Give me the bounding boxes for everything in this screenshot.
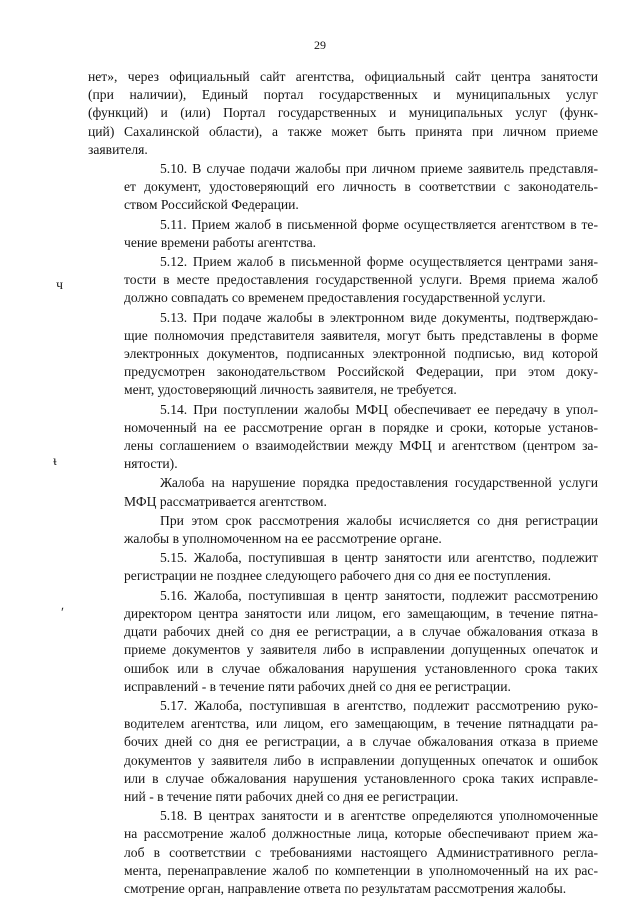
text-line: документов у заявителя либо в исправлении допущенных опечаток и ошибок	[124, 752, 598, 768]
text-line: 5.12. Прием жалоб в письменной форме осуществляется центрами заня-	[160, 254, 598, 270]
text-line: ний - в течение пяти рабочих дней со дня ее регистрации.	[124, 788, 459, 804]
text-line: 5.18. В центрах занятости и в агентстве определяются уполномоченные	[160, 808, 598, 824]
text-line: электронных документов, подписанных электронной подписью, вид которой	[124, 346, 598, 362]
text-line: мента, перенаправление жалоб по компетенции в уполномоченный на их рас-	[124, 862, 598, 878]
text-line: бочих дней со дня ее регистрации, а в случае обжалования отказа в приеме	[124, 734, 598, 750]
paragraph	[88, 309, 598, 400]
text-line: ций) Сахалинской области), а также может быть принята при личном приеме	[88, 123, 598, 139]
text-line: 5.17. Жалоба, поступившая в агентство, подлежит рассмотрению руко-	[160, 697, 598, 713]
text-line: тости в месте предоставления государственной услуги. Время приема жалоб	[124, 272, 598, 288]
text-line: исправлений - в течение пяти рабочих дней со дня ее регистрации.	[124, 678, 511, 694]
text-line: ет документ, удостоверяющий его личность в соответствии с законодатель-	[124, 179, 598, 195]
text-line: При этом срок рассмотрения жалобы исчисляется со дня регистрации	[160, 512, 598, 528]
text-line: 5.13. При подаче жалобы в электронном виде документы, подтверждаю-	[160, 309, 598, 325]
text-line: 5.10. В случае подачи жалобы при личном приеме заявитель представля-	[160, 161, 598, 177]
page-number: 29	[314, 38, 326, 52]
text-line: лоб в соответствии с требованиями настоящего Административного регла-	[124, 844, 598, 860]
text-line: директором центра занятости или лицом, его замещающим, в течение пятна-	[124, 605, 598, 621]
margin-ink-mark: ч	[56, 278, 64, 293]
paragraph	[88, 697, 598, 806]
text-line: МФЦ рассматривается агентством.	[124, 493, 327, 509]
paragraph	[88, 68, 598, 159]
text-line: предусмотрен законодательством Российской Федерации, при этом доку-	[124, 364, 598, 380]
margin-ink-mark: ᵼ	[53, 454, 57, 469]
text-line: 5.11. Прием жалоб в письменной форме осуществляется агентством в те-	[160, 216, 598, 232]
text-line: регистрации не позднее следующего рабочего дня со дня ее поступления.	[124, 568, 552, 584]
text-line: 5.15. Жалоба, поступившая в центр занятости или агентство, подлежит	[160, 550, 598, 566]
text-line: дцати рабочих дней со дня ее регистрации, а в случае обжалования отказа в	[124, 624, 598, 640]
text-line: (при наличии), Единый портал государственных и муниципальных услуг	[88, 87, 598, 103]
text-line: смотрение орган, направление ответа по результатам рассмотрения жалобы.	[124, 880, 567, 896]
paragraph	[88, 512, 598, 548]
text-line: водителем агентства, или лицом, его замещающим, в течение пятнадцати ра-	[124, 716, 598, 732]
text-line: нятости).	[124, 456, 178, 472]
text-line: лены соглашением о взаимодействии между МФЦ и агентством (центром за-	[124, 438, 598, 454]
text-line: заявителя.	[88, 141, 148, 157]
text-line: нет», через официальный сайт агентства, официальный сайт центра занятости	[88, 69, 598, 84]
paragraph	[88, 253, 598, 308]
document-body	[88, 68, 598, 899]
text-line: жалобы в уполномоченном на ее рассмотрение органе.	[124, 531, 442, 547]
text-line: 5.16. Жалоба, поступившая в центр занятости, подлежит рассмотрению	[160, 587, 598, 603]
paragraph	[88, 549, 598, 585]
text-line: ством Российской Федерации.	[124, 197, 299, 213]
paragraph	[88, 587, 598, 696]
text-line: щие полномочия представителя заявителя, могут быть представлены в форме	[124, 327, 598, 343]
text-line: (функций) и (или) Портал государственных и муниципальных услуг (функ-	[88, 105, 598, 121]
text-line: Жалоба на нарушение порядка предоставления государственной услуги	[160, 475, 598, 491]
paragraph	[88, 216, 598, 252]
paragraph	[88, 401, 598, 474]
paragraph	[88, 474, 598, 510]
text-line: номоченный на ее рассмотрение орган в порядке и сроки, которые установ-	[124, 419, 598, 435]
text-line: должно совпадать со временем предоставления государственной услуги.	[124, 290, 546, 306]
text-line: 5.14. При поступлении жалобы МФЦ обеспечивает ее передачу в упол-	[160, 401, 598, 417]
margin-ink-mark: ʹ	[61, 606, 65, 621]
paragraph	[88, 160, 598, 215]
text-line: чение времени работы агентства.	[124, 234, 317, 250]
text-line: на рассмотрение жалоб должностные лица, которые обеспечивают прием жа-	[124, 826, 598, 842]
text-line: мент, удостоверяющий личность заявителя, не требуется.	[124, 382, 457, 398]
paragraph	[88, 807, 598, 898]
text-line: приеме документов у заявителя либо в исправлении допущенных опечаток и	[124, 642, 598, 658]
text-line: или в случае обжалования нарушения установленного срока таких исправле-	[124, 770, 598, 786]
text-line: ошибок или в случае обжалования нарушения установленного срока таких	[124, 660, 598, 676]
